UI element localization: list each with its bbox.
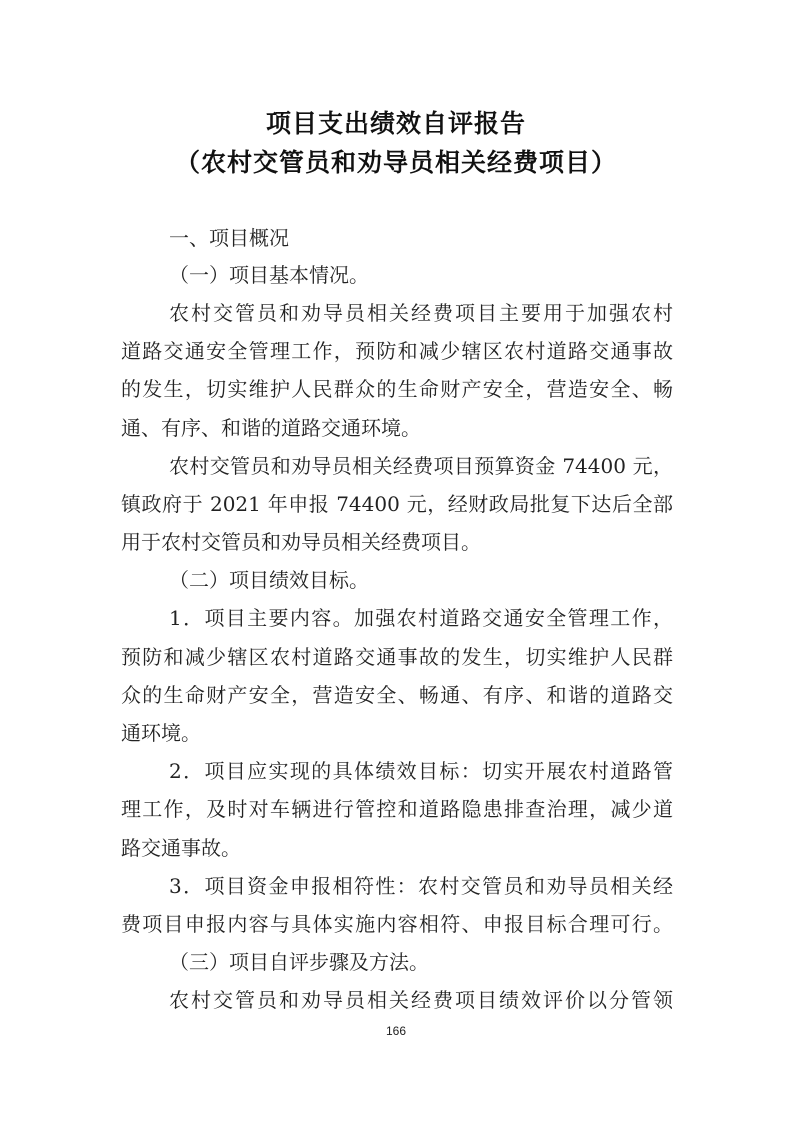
paragraph-line: 预防和减少辖区农村道路交通事故的发生，切实维护人民群 [121, 645, 673, 669]
report-title: 项目支出绩效自评报告 [265, 109, 526, 138]
paragraph-line: 农村交管员和劝导员相关经费项目预算资金 74400 元， [169, 454, 673, 478]
paragraph-line: 道路交通安全管理工作，预防和减少辖区农村道路交通事故 [121, 339, 673, 363]
subsection-heading: （一）项目基本情况。 [169, 263, 369, 287]
paragraph-line: 农村交管员和劝导员相关经费项目绩效评价以分管领 [169, 988, 673, 1012]
subsection-heading: （二）项目绩效目标。 [169, 568, 369, 592]
paragraph-line: 众的生命财产安全，营造安全、畅通、有序、和谐的道路交 [121, 683, 673, 707]
subsection-heading: （三）项目自评步骤及方法。 [169, 950, 429, 974]
paragraph-line: 理工作，及时对车辆进行管控和道路隐患排查治理，减少道 [121, 797, 673, 821]
paragraph-line: 费项目申报内容与具体实施内容相符、申报目标合理可行。 [121, 912, 673, 936]
paragraph-line: 镇政府于 2021 年申报 74400 元，经财政局批复下达后全部 [121, 492, 673, 516]
paragraph-line: 的发生，切实维护人民群众的生命财产安全，营造安全、畅 [121, 377, 673, 401]
paragraph-line: 通、有序、和谐的道路交通环境。 [121, 416, 421, 440]
section-heading: 一、项目概况 [169, 226, 289, 250]
paragraph-line: 用于农村交管员和劝导员相关经费项目。 [121, 530, 481, 554]
paragraph-line: 通环境。 [121, 721, 201, 745]
report-subtitle: （农村交管员和劝导员相关经费项目） [174, 148, 617, 177]
paragraph-line: 1．项目主要内容。加强农村道路交通安全管理工作， [169, 606, 673, 630]
page-number: 166 [385, 1024, 407, 1038]
paragraph-line: 路交通事故。 [121, 836, 241, 860]
paragraph-line: 2．项目应实现的具体绩效目标：切实开展农村道路管 [169, 759, 673, 783]
paragraph-line: 农村交管员和劝导员相关经费项目主要用于加强农村 [169, 301, 673, 325]
paragraph-line: 3．项目资金申报相符性：农村交管员和劝导员相关经 [169, 874, 673, 898]
